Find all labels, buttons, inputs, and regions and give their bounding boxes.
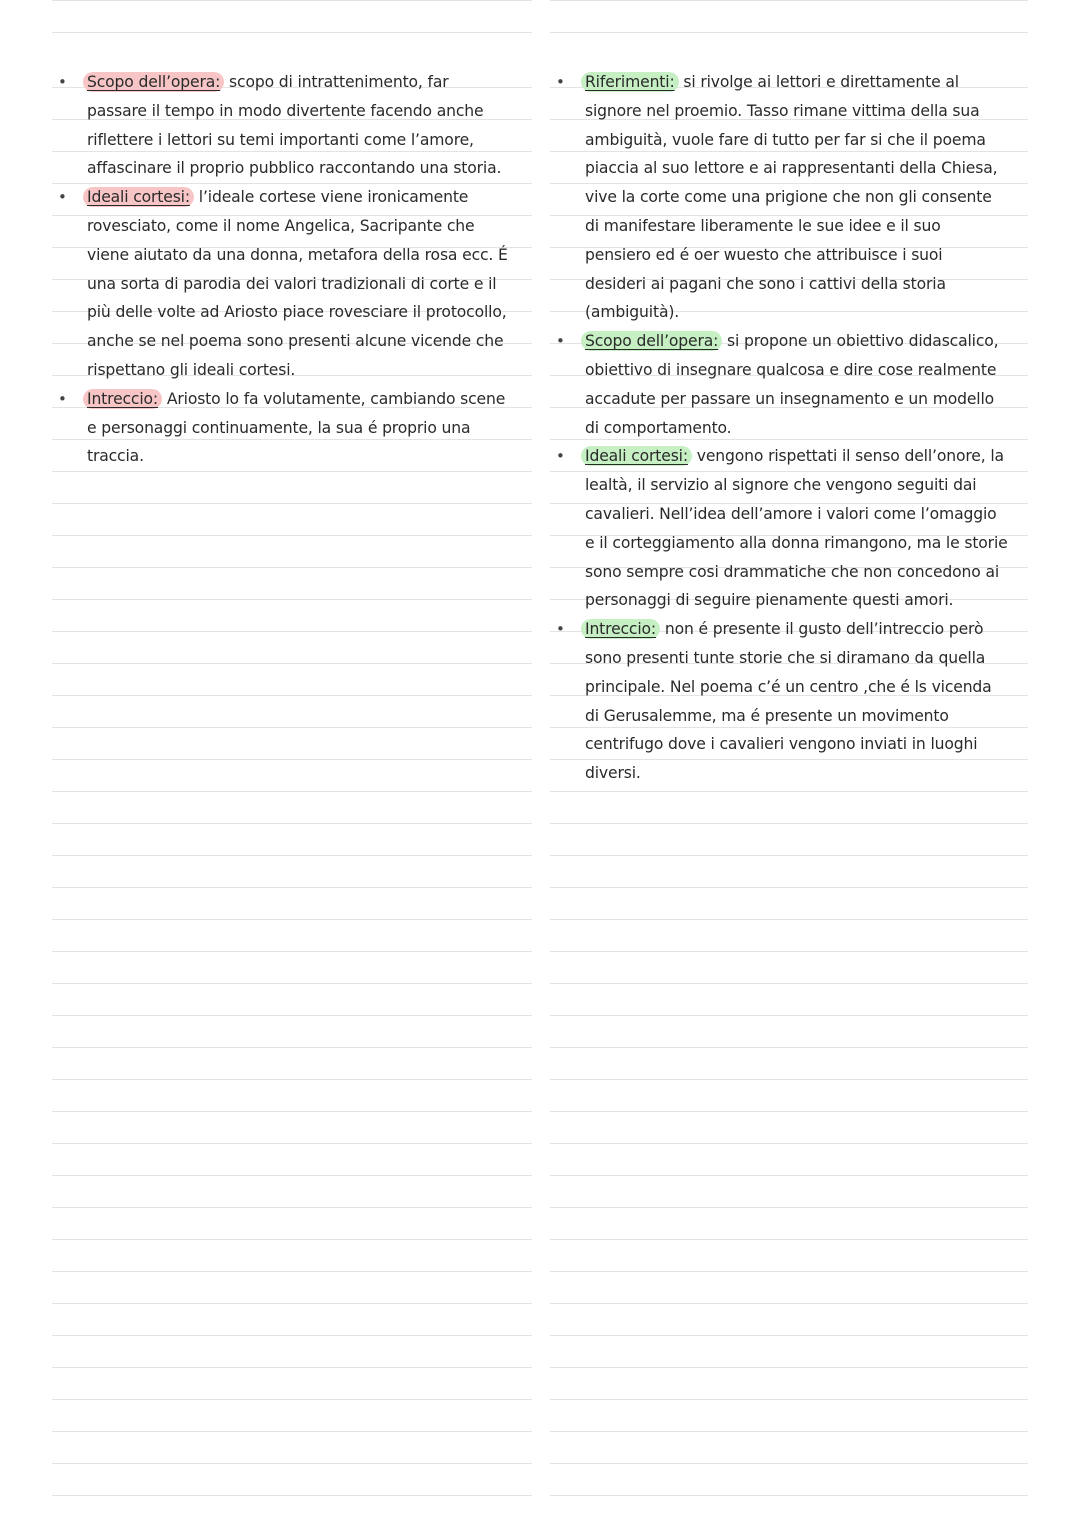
left-notes-column [52, 0, 532, 1527]
bullet-point: • [58, 188, 67, 207]
note-text: l’ideale cortese viene ironicamente rovesciato, come il nome Angelica, Sacripante che viene aiutato da una donna, metafora della rosa ecc. É una sorta di parodia dei valori tradizionali di corte e il più delle volte ad Ariosto piace rovesciare il protocollo, anche se nel poema sono presenti alcune vicende che rispettano gli ideali cortesi. [87, 188, 508, 379]
note-text: Ariosto lo fa volutamente, cambiando scene e personaggi continuamente, la sua é proprio una traccia. [87, 389, 506, 466]
note-term: Scopo dell’opera: [83, 72, 224, 92]
left-notes-list [52, 68, 532, 471]
note-term: Ideali cortesi: [581, 446, 692, 466]
note-text: non é presente il gusto dell’intreccio però sono presenti tunte storie che si diramano da quella principale. Nel poema c’é un centro ,che é ls vicenda di Gerusalemme, ma é presente un movimento centrifugo dove i cavalieri vengono inviati in luoghi diversi. [585, 620, 992, 783]
right-notes-column [550, 0, 1028, 1527]
note-item-riferimenti-tasso [550, 68, 1028, 327]
note-item-intreccio-ariosto [52, 385, 532, 471]
note-item-ideali-cortesi-ariosto [52, 183, 532, 385]
note-text: si rivolge ai lettori e direttamente al signore nel proemio. Tasso rimane vittima della sua ambiguità, vuole fare di tutto per far si che il poema piaccia al suo lettore e ai rappresentanti della Chiesa, vive la corte come una prigione che non gli consente di manifestare liberamente le sue idee e il suo pensiero ed é oer wuesto che attribuisce i suoi desideri ai pagani che sono i cattivi della storia (ambiguità). [585, 73, 998, 322]
note-text: vengono rispettati il senso dell’onore, la lealtà, il servizio al signore che vengono seguiti dai cavalieri. Nell’idea dell’amore i valori come l’omaggio e il corteggiamento alla donna rimangono, ma le storie sono sempre cosi drammatiche che non concedono ai personaggi di seguire pienamente questi amori. [585, 447, 1008, 610]
note-item-scopo-opera-ariosto [52, 68, 532, 183]
note-term: Scopo dell’opera: [581, 331, 722, 351]
note-item-scopo-opera-tasso [550, 327, 1028, 442]
right-notes-list [550, 68, 1028, 788]
note-term: Ideali cortesi: [83, 187, 194, 207]
note-text: si propone un obiettivo didascalico, obiettivo di insegnare qualcosa e dire cose realmente accadute per passare un insegnamento e un modello di comportamento. [585, 332, 999, 437]
bullet-point: • [556, 332, 565, 351]
bullet-point: • [556, 73, 565, 91]
bullet-point: • [556, 620, 565, 639]
note-term: Intreccio: [83, 389, 162, 409]
bullet-point: • [58, 389, 67, 408]
bullet-point: • [556, 447, 565, 466]
bullet-point: • [58, 73, 67, 91]
note-term: Riferimenti: [581, 72, 679, 92]
note-item-ideali-cortesi-tasso [550, 442, 1028, 615]
note-item-intreccio-tasso [550, 615, 1028, 788]
note-text: scopo di intrattenimento, far passare il tempo in modo divertente facendo anche riflettere i lettori su temi importanti come l’amore, affascinare il proprio pubblico raccontando una storia. [87, 73, 502, 178]
note-term: Intreccio: [581, 619, 660, 639]
